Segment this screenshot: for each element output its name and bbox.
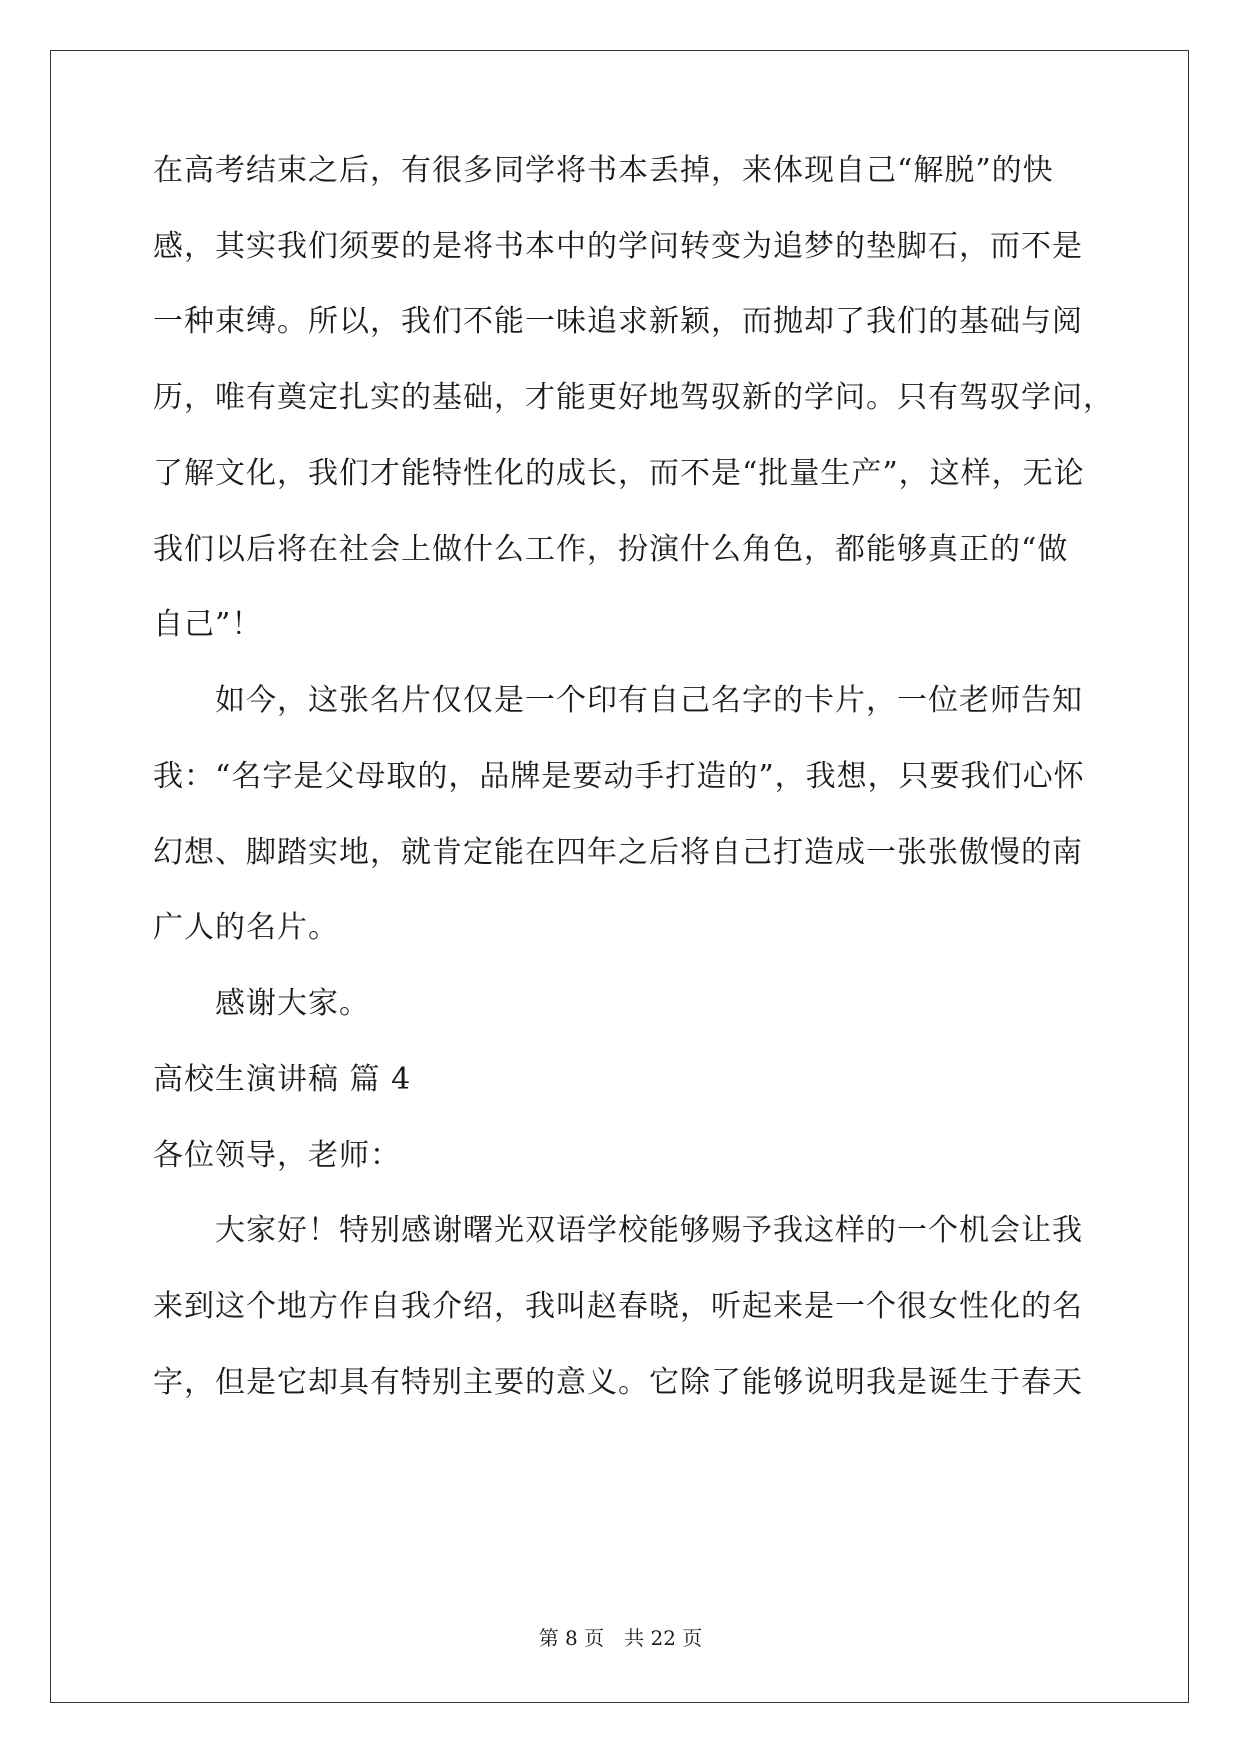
paragraph-line: 广人的名片。 (153, 910, 339, 945)
paragraph-line: 自己”！ (153, 607, 263, 642)
paragraph-line: 历，唯有奠定扎实的基础，才能更好地驾驭新的学问。只有驾驭学问， (153, 380, 1114, 415)
paragraph-line: 了解文化，我们才能特性化的成长，而不是“批量生产”，这样，无论 (153, 456, 1085, 491)
paragraph-line: 在高考结束之后，有很多同学将书本丢掉，来体现自己“解脱”的快 (153, 153, 1054, 188)
paragraph-line: 来到这个地方作自我介绍，我叫赵春晓，听起来是一个很女性化的名 (153, 1289, 1083, 1324)
paragraph-line: 感，其实我们须要的是将书本中的学问转变为追梦的垫脚石，而不是 (153, 229, 1083, 264)
paragraph-line: 我：“名字是父母取的，品牌是要动手打造的”，我想，只要我们心怀 (153, 759, 1085, 794)
paragraph-line: 大家好！特别感谢曙光双语学校能够赐予我这样的一个机会让我 (215, 1213, 1083, 1248)
page-footer (0, 1626, 1241, 1650)
paragraph-line: 如今，这张名片仅仅是一个印有自己名字的卡片，一位老师告知 (215, 683, 1083, 718)
paragraph-line: 一种束缚。所以，我们不能一味追求新颖，而抛却了我们的基础与阅 (153, 304, 1083, 339)
paragraph-line: 幻想、脚踏实地，就肯定能在四年之后将自己打造成一张张傲慢的南 (153, 835, 1083, 870)
paragraph-line: 我们以后将在社会上做什么工作，扮演什么角色，都能够真正的“做 (153, 532, 1069, 567)
page-number: 第 8 页 (538, 1626, 605, 1650)
page-total: 共 22 页 (624, 1626, 703, 1650)
salutation: 各位领导，老师： (153, 1138, 401, 1173)
page-border (50, 50, 1189, 1703)
paragraph-line: 字，但是它却具有特别主要的意义。它除了能够说明我是诞生于春天 (153, 1365, 1083, 1400)
paragraph-line: 感谢大家。 (215, 986, 370, 1021)
section-heading: 高校生演讲稿 篇 4 (153, 1062, 412, 1097)
